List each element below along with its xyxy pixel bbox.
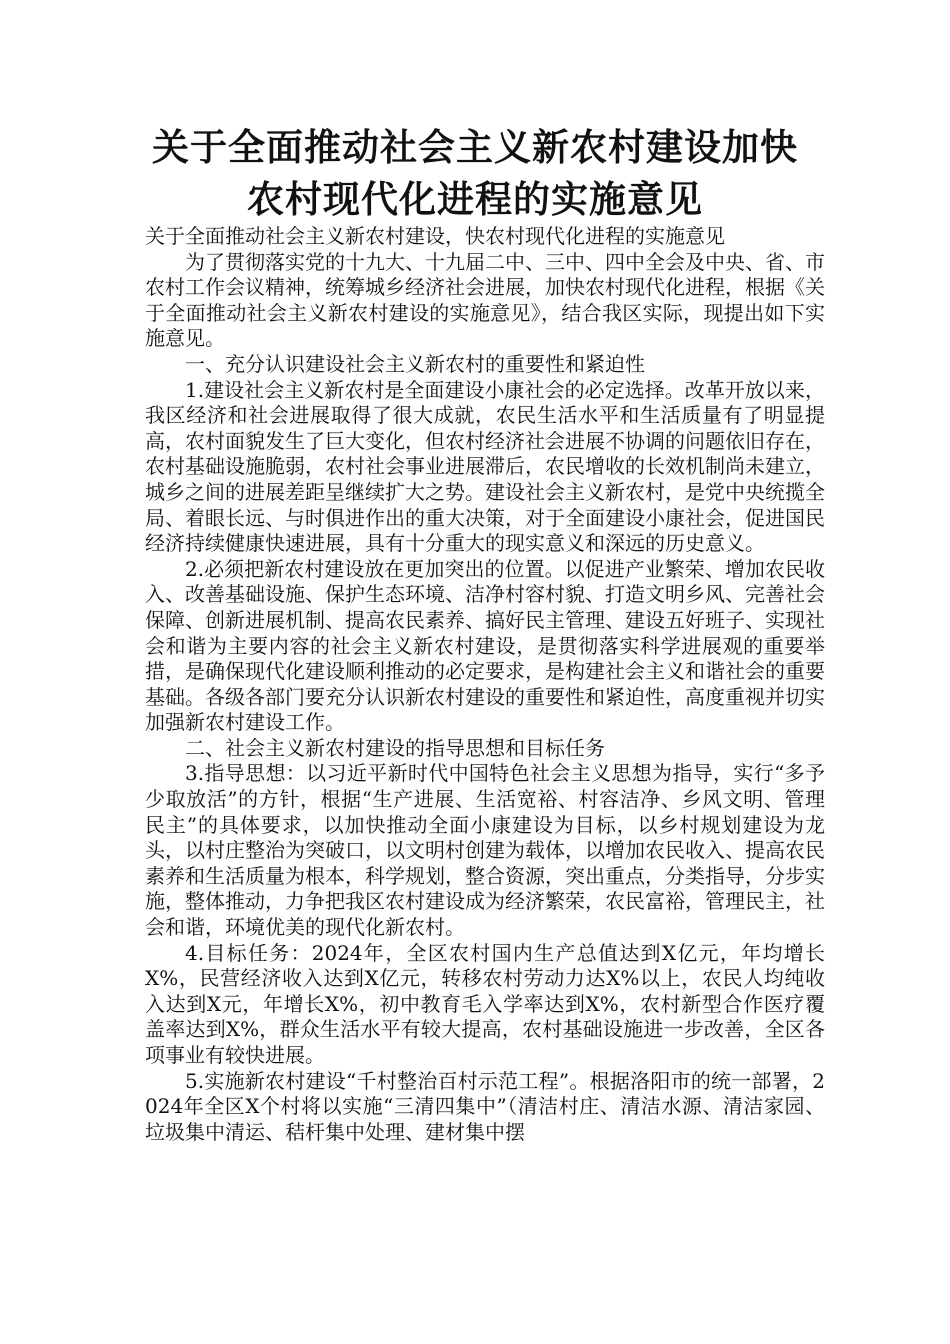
title-line-2: 农村现代化进程的实施意见: [247, 178, 703, 221]
paragraph-intro: 为了贯彻落实党的十九大、十九届二中、三中、四中全会及中央、省、市农村工作会议精神，统筹城乡经济社会进展，加快农村现代化进程，根据《关于全面推动社会主义新农村建设的实施意见》，结合我区实际，现提出如下实施意见。: [145, 249, 825, 351]
document-title: [110, 122, 840, 226]
document-subtitle: 关于全面推动社会主义新农村建设，快农村现代化进程的实施意见: [145, 224, 725, 248]
section-heading-2: 二、社会主义新农村建设的指导思想和目标任务: [185, 735, 605, 760]
paragraph-4: 4.目标任务：2024年，全区农村国内生产总值达到X亿元，年均增长X%，民营经济收入达到X亿元，转移农村劳动力达X%以上，农民人均纯收入达到X元，年增长X%，初中教育毛入学率达到X%，农村新型合作医疗覆盖率达到X%，群众生活水平有较大提高，农村基础设施进一步改善，全区各项事业有较快进展。: [145, 940, 825, 1067]
paragraph-2: 2.必须把新农村建设放在更加突出的位置。以促进产业繁荣、增加农民收入、改善基础设施、保护生态环境、洁净村容村貌、打造文明乡风、完善社会保障、创新进展机制、提高农民素养、搞好民主管理、建设五好班子、实现社会和谐为主要内容的社会主义新农村建设，是贯彻落实科学进展观的重要举措，是确保现代化建设顺利推动的必定要求，是构建社会主义和谐社会的重要基础。各级各部门要充分认识新农村建设的重要性和紧迫性，高度重视并切实加强新农村建设工作。: [145, 556, 825, 735]
paragraph-5: 5.实施新农村建设“千村整治百村示范工程”。根据洛阳市的统一部署，2024年全区X个村将以实施“三清四集中”（清洁村庄、清洁水源、清洁家园、垃圾集中清运、秸杆集中处理、建材集中摆: [145, 1068, 825, 1144]
section-heading-1: 一、充分认识建设社会主义新农村的重要性和紧迫性: [185, 351, 645, 376]
document-body: [145, 224, 825, 1145]
paragraph-3: 3.指导思想：以习近平新时代中国特色社会主义思想为指导，实行“多予少取放活”的方针，根据“生产进展、生活宽裕、村容洁净、乡风文明、管理民主”的具体要求，以加快推动全面小康建设为目标，以乡村规划建设为龙头，以村庄整治为突破口，以文明村创建为载体，以增加农民收入、提高农民素养和生活质量为根本，科学规划，整合资源，突出重点，分类指导，分步实施，整体推动，力争把我区农村建设成为经济繁荣，农民富裕，管理民主，社会和谐，环境优美的现代化新农村。: [145, 761, 825, 940]
paragraph-1: 1.建设社会主义新农村是全面建设小康社会的必定选择。改革开放以来，我区经济和社会进展取得了很大成就，农民生活水平和生活质量有了明显提高，农村面貌发生了巨大变化，但农村经济社会进展不协调的问题依旧存在，农村基础设施脆弱，农村社会事业进展滞后，农民增收的长效机制尚未建立，城乡之间的进展差距呈继续扩大之势。建设社会主义新农村，是党中央统揽全局、着眼长远、与时俱进作出的重大决策，对于全面建设小康社会，促进国民经济持续健康快速进展，具有十分重大的现实意义和深远的历史意义。: [145, 377, 825, 556]
title-line-1: 关于全面推动社会主义新农村建设加快: [152, 126, 798, 169]
